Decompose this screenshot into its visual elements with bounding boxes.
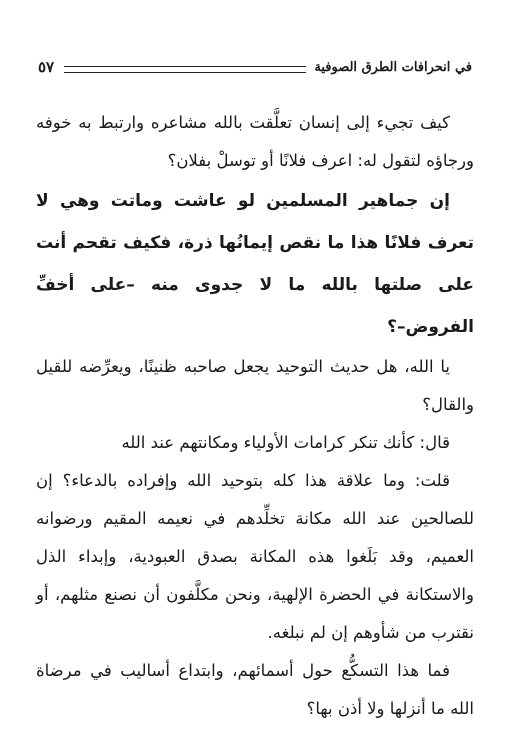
page-number: ٥٧: [38, 58, 55, 76]
page-header: [38, 52, 472, 82]
paragraph-5: قلت: وما علاقة هذا كله بتوحيد الله وإفراده بالدعاء؟ إن للصالحين عند الله مكانة تخلِّدهم في نعيمه المقيم ورضوانه العميم، وقد بَلَغوا هذه المكانة بصدق العبودية، وإبداء الذل والاستكانة في الحضرة الإلهية، ونحن مكلَّفون أن نصنع مثلهم، أو نقترب من شأوهم إن لم نبلغه.: [36, 471, 474, 642]
paragraph-4: قال: كأنك تنكر كرامات الأولياء ومكانتهم عند الله: [121, 433, 450, 452]
header-rule: [64, 66, 306, 73]
running-title: في انحرافات الطرق الصوفية: [314, 59, 472, 75]
paragraph-2: إن جماهير المسلمين لو عاشت وماتت وهي لا تعرف فلانًا هذا ما نقص إيمانُها ذرة، فكيف تقحم أنت على صلتها بالله ما لا جدوى منه –على أخفِّ الفروض–؟: [36, 191, 474, 337]
paragraph-3: يا الله، هل حديث التوحيد يجعل صاحبه ظنينًا، ويعرِّضه للقيل والقال؟: [36, 357, 474, 414]
page-body: [36, 104, 474, 728]
paragraph-6: فما هذا التسكُّع حول أسمائهم، وابتداع أساليب في مرضاة الله ما أنزلها ولا أذن بها؟: [36, 661, 474, 718]
paragraph-1: كيف تجيء إلى إنسان تعلَّقت بالله مشاعره وارتبط به خوفه ورجاؤه لتقول له: اعرف فلانًا أو توسلْ بفلان؟: [36, 113, 474, 170]
